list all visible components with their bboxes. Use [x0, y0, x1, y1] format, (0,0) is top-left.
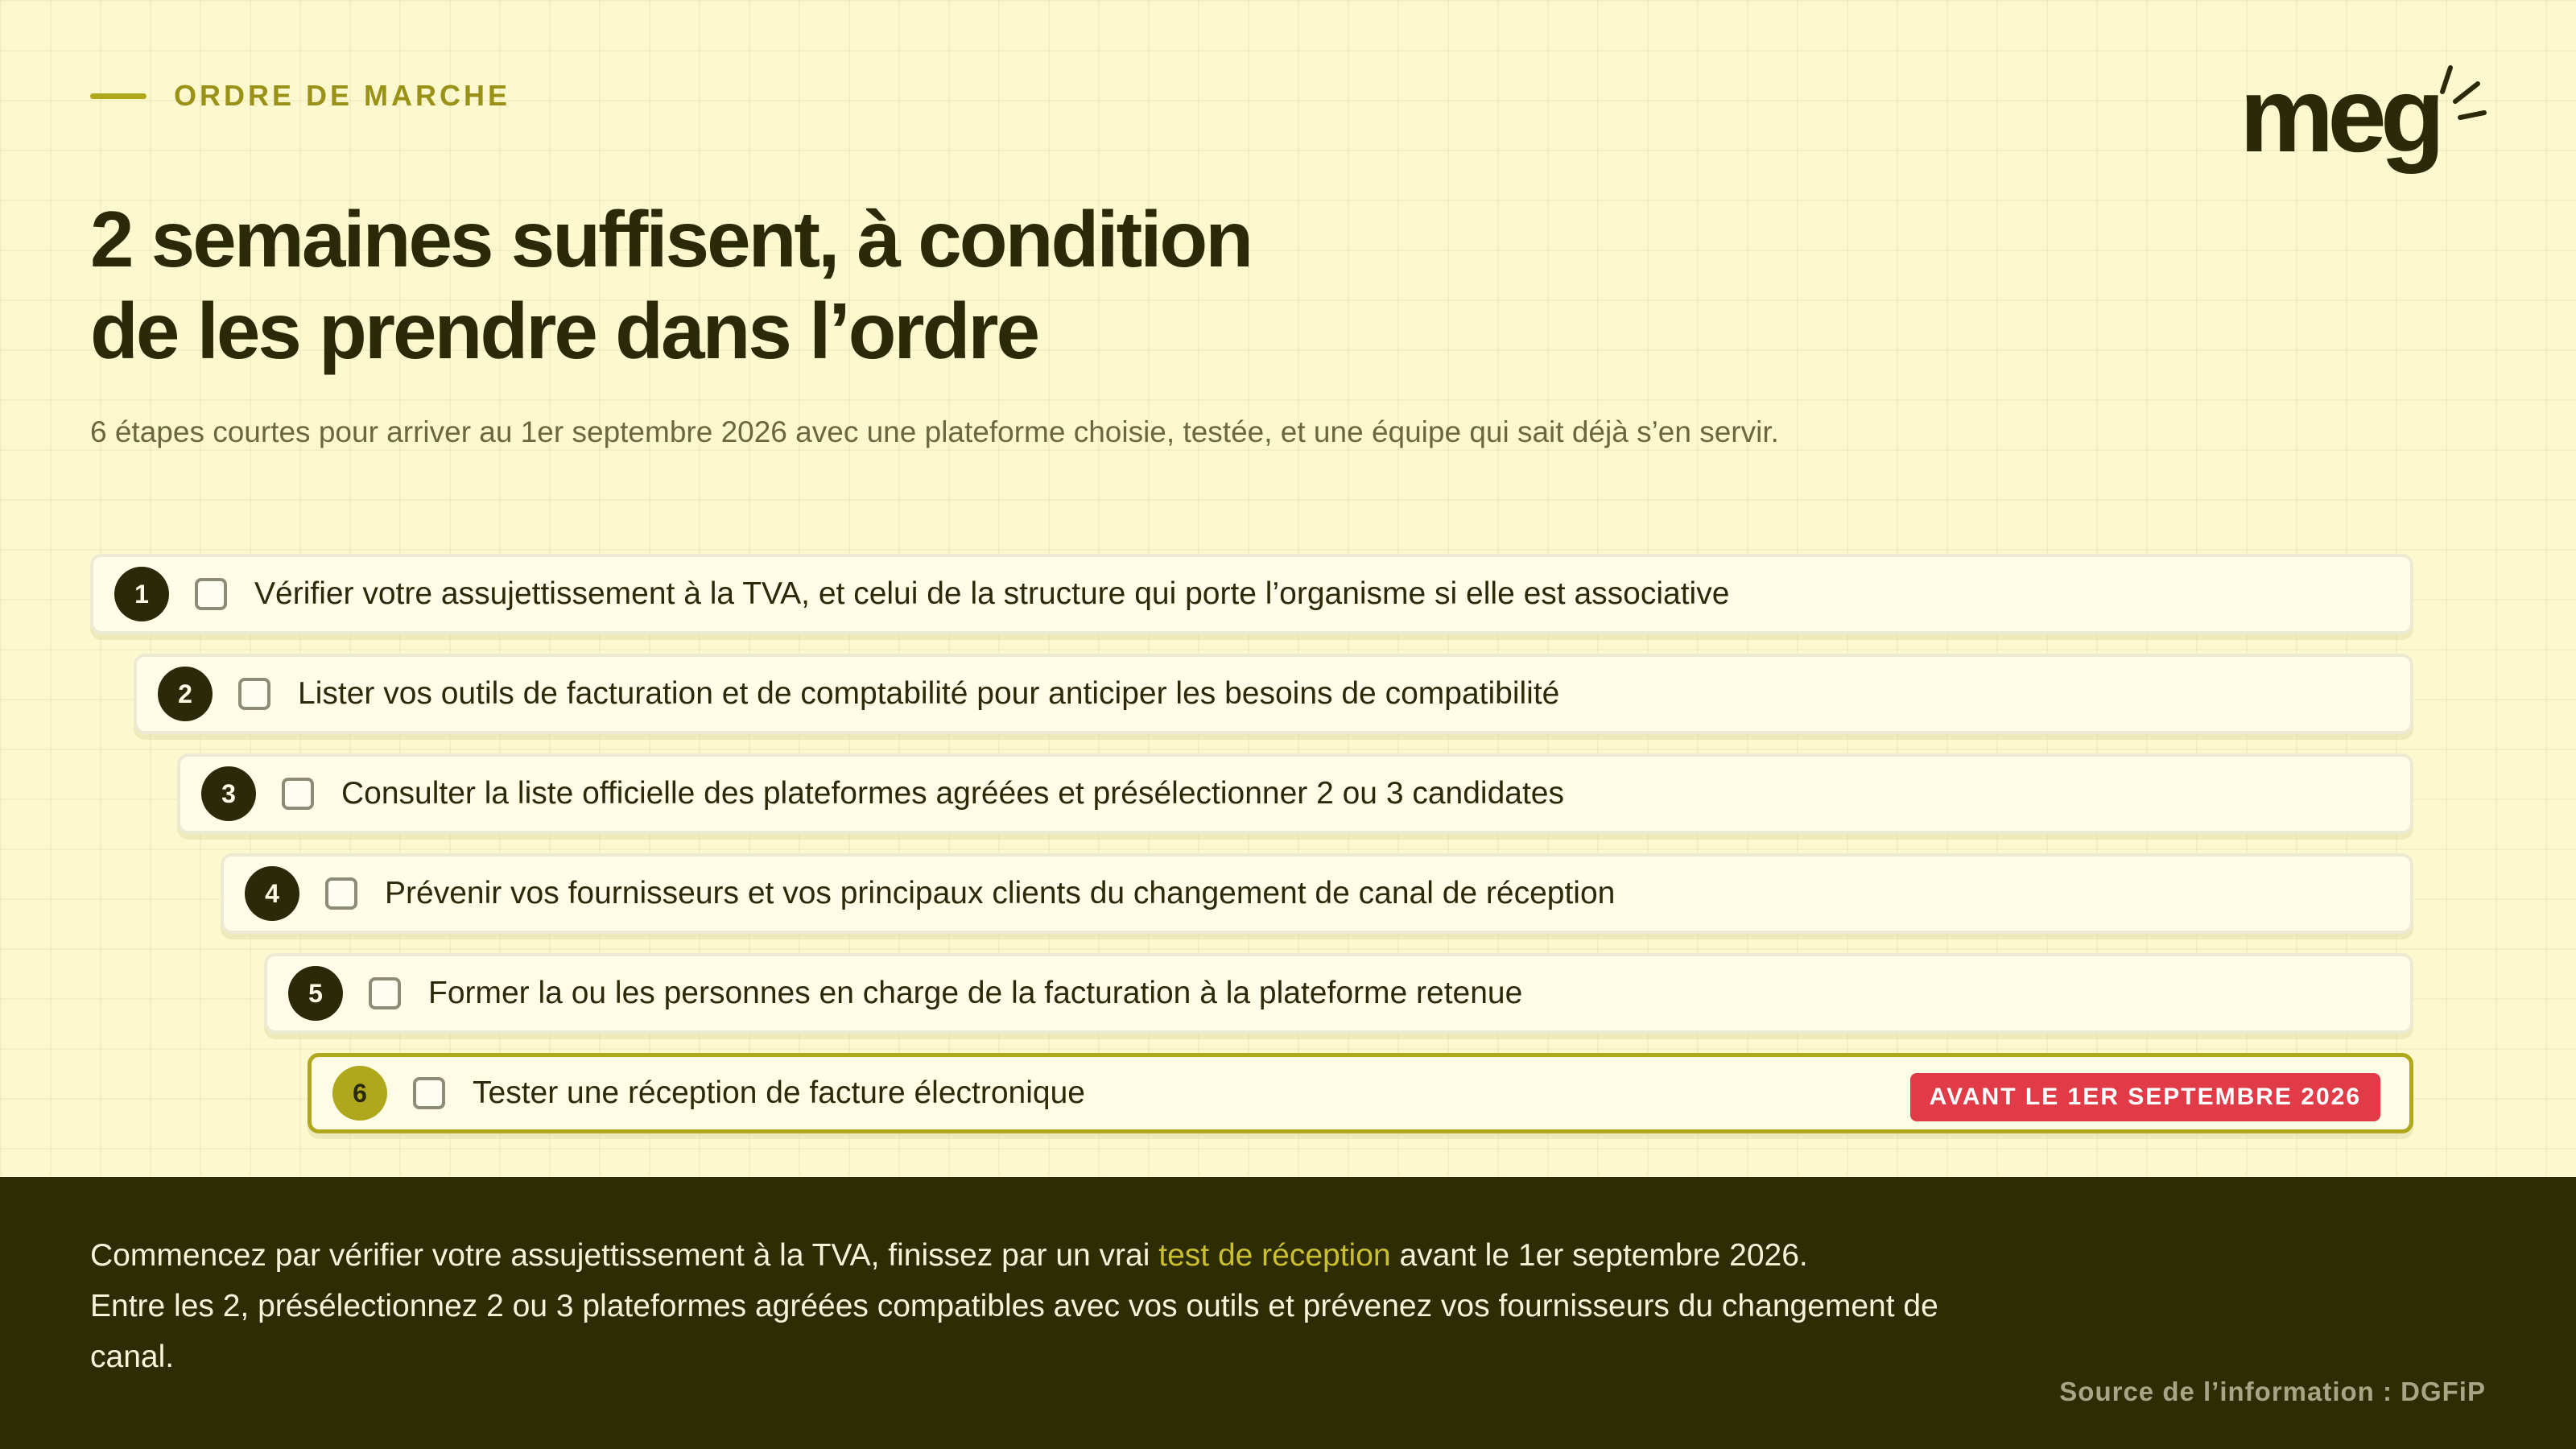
step-number-badge: 3 [201, 766, 256, 821]
step-checkbox[interactable] [413, 1077, 445, 1109]
step-number-badge: 6 [332, 1066, 387, 1121]
title-line-1: 2 semaines suffisent, à condition [90, 195, 1252, 283]
logo-wordmark: meg [2240, 56, 2439, 174]
step-1 [90, 554, 2413, 634]
step-number-badge: 2 [158, 667, 213, 721]
step-text: Consulter la liste officielle des plateformes agréées et présélectionner 2 ou 3 candidates [341, 776, 1565, 811]
step-number-badge: 1 [114, 567, 169, 621]
eyebrow-rule [90, 93, 147, 99]
step-6 [308, 1053, 2413, 1133]
step-checkbox[interactable] [195, 578, 227, 610]
footer-summary: Commencez par vérifier votre assujettissement à la TVA, finissez par un vrai test de réception avant le 1er septembre 2026. Entre les 2, présélectionnez 2 ou 3 plateformes agréées compatibles avec vos outils et prévenez vos fournisseurs du changement de canal. [90, 1238, 1938, 1374]
step-text: Vérifier votre assujettissement à la TVA, et celui de la structure qui porte l’organisme si elle est associative [254, 576, 1730, 611]
step-checkbox[interactable] [325, 877, 357, 910]
title-line-2: de les prendre dans l’ordre [90, 287, 1038, 375]
step-2 [134, 654, 2413, 734]
page-title [90, 193, 1620, 377]
step-number-badge: 5 [288, 966, 343, 1021]
step-checkbox[interactable] [369, 977, 401, 1009]
subtitle: 6 étapes courtes pour arriver au 1er septembre 2026 avec une plateforme choisie, testée, et une équipe qui sait déjà s’en servir. [90, 415, 1779, 448]
eyebrow [90, 79, 510, 113]
step-3 [177, 753, 2413, 834]
step-text: Former la ou les personnes en charge de la facturation à la plateforme retenue [428, 976, 1523, 1010]
spark-lines-icon [2442, 68, 2484, 118]
meg-logo [2240, 56, 2497, 177]
eyebrow-text: ORDRE DE MARCHE [174, 79, 511, 112]
footer-highlight: test de réception [1158, 1238, 1391, 1273]
step-number-badge: 4 [245, 866, 299, 921]
step-text: Lister vos outils de facturation et de comptabilité pour anticiper les besoins de compatibilité [298, 676, 1560, 711]
step-5 [264, 953, 2413, 1034]
footer-banner [0, 1177, 2576, 1449]
deadline-badge: AVANT LE 1ER SEPTEMBRE 2026 [1910, 1073, 2380, 1121]
step-4 [221, 853, 2413, 934]
source-credit: Source de l’information : DGFiP [2059, 1377, 2486, 1406]
step-text: Prévenir vos fournisseurs et vos principaux clients du changement de canal de réception [385, 876, 1616, 910]
step-checkbox[interactable] [238, 678, 270, 710]
step-checkbox[interactable] [282, 778, 314, 810]
step-text: Tester une réception de facture électronique [473, 1075, 1085, 1110]
